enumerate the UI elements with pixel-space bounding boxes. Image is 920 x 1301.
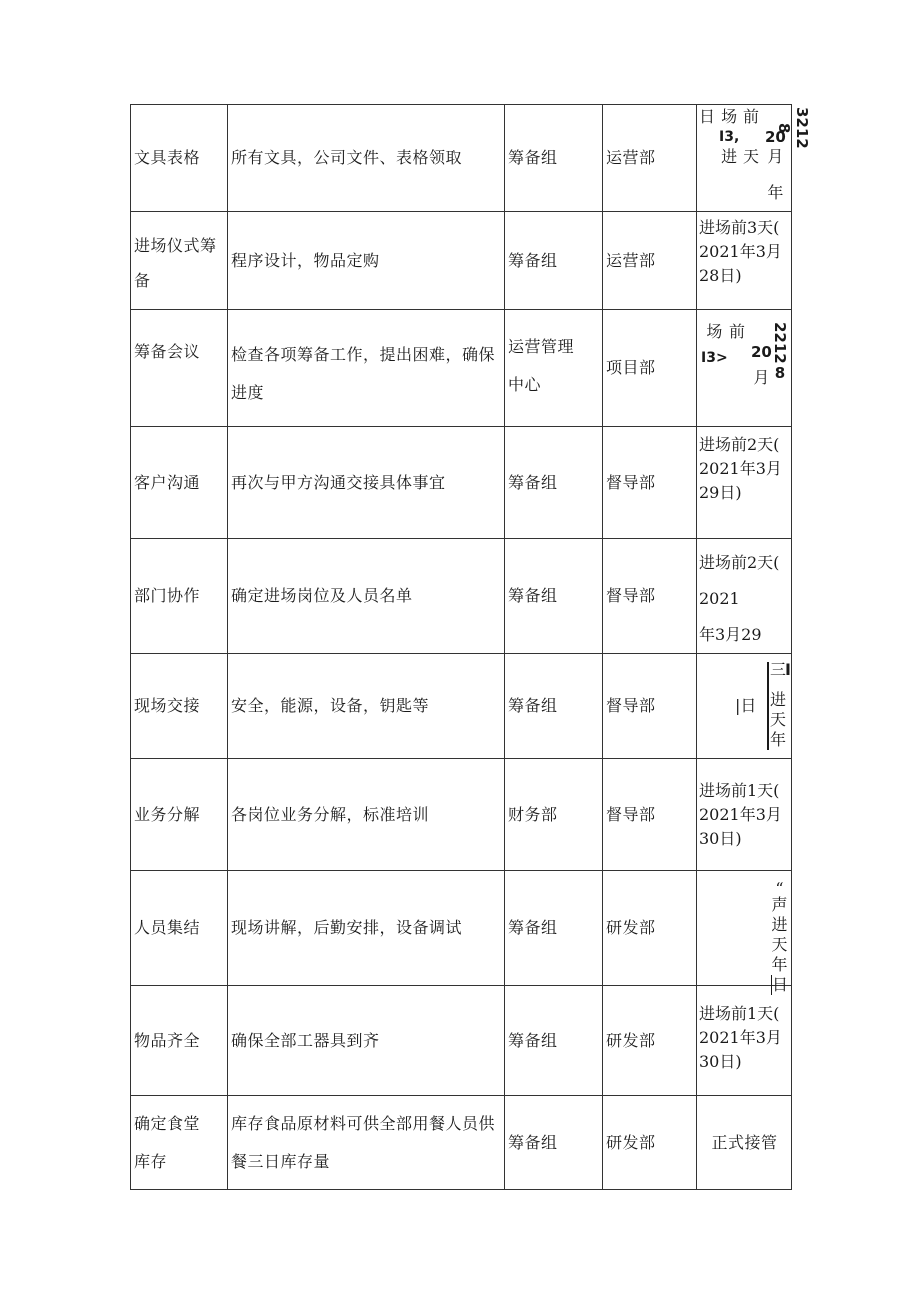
table-row (131, 871, 792, 986)
owner-cell: 运营管理 中心 (505, 310, 603, 427)
content-cell: 现场讲解，后勤安排，设备调试 (228, 871, 505, 986)
time-cell (697, 871, 792, 994)
content-cell: 确保全部工器具到齐 (228, 986, 505, 1096)
task-cell: 业务分解 (131, 759, 228, 871)
owner-cell: 财务部 (505, 759, 603, 871)
time-cell: 进场前2天( 2021年3月 29日) (697, 427, 792, 539)
content-cell: 确定进场岗位及人员名单 (228, 539, 505, 654)
table-row (131, 539, 792, 654)
content-cell: 程序设计，物品定购 (228, 212, 505, 310)
table-row (131, 105, 792, 212)
time-cell (697, 310, 792, 427)
owner-cell: 筹备组 (505, 871, 603, 986)
table-row (131, 986, 792, 1096)
table-row (131, 654, 792, 759)
dept-cell: 研发部 (603, 871, 697, 986)
table-row (131, 427, 792, 539)
dept-cell: 运营部 (603, 212, 697, 310)
dept-cell: 研发部 (603, 986, 697, 1096)
task-cell: 人员集结 (131, 871, 228, 986)
task-cell: 现场交接 (131, 654, 228, 759)
task-cell: 部门协作 (131, 539, 228, 654)
task-cell: 物品齐全 (131, 986, 228, 1096)
garbled-time-text: |日 三 进 天 年 I (735, 660, 791, 749)
content-cell: 检查各项筹备工作，提出困难，确保 进度 (228, 310, 505, 427)
dept-cell: 研发部 (603, 1096, 697, 1190)
owner-cell: 筹备组 (505, 986, 603, 1096)
dept-cell: 督导部 (603, 427, 697, 539)
dept-cell: 运营部 (603, 105, 697, 212)
time-cell: 进场前2天( 2021 年3月29 (697, 539, 792, 654)
time-cell (697, 654, 792, 759)
owner-cell: 筹备组 (505, 105, 603, 212)
time-cell: 进场前1天( 2021年3月 30日) (697, 759, 792, 871)
content-cell: 再次与甲方沟通交接具体事宜 (228, 427, 505, 539)
owner-cell: 筹备组 (505, 427, 603, 539)
owner-cell: 筹备组 (505, 1096, 603, 1190)
task-cell: 文具表格 (131, 105, 228, 212)
content-cell: 所有文具，公司文件、表格领取 (228, 105, 505, 212)
garbled-time-text: 场 I3> 前 20 月 2212 8 (701, 322, 789, 387)
owner-cell: 筹备组 (505, 539, 603, 654)
table-row (131, 310, 792, 427)
table-row (131, 759, 792, 871)
content-cell: 各岗位业务分解，标准培训 (228, 759, 505, 871)
dept-cell: 督导部 (603, 759, 697, 871)
task-cell: 筹备会议 (131, 310, 228, 427)
table-row (131, 212, 792, 310)
preparation-schedule-table (130, 104, 811, 1190)
task-cell: 进场仪式筹 备 (131, 212, 228, 310)
time-cell (697, 105, 811, 212)
task-cell: 确定食堂 库存 (131, 1096, 228, 1190)
content-cell: 库存食品原材料可供全部用餐人员供 餐三日库存量 (228, 1096, 505, 1190)
dept-cell: 项目部 (603, 310, 697, 427)
garbled-time-text: 日 场 I3, 进 前 天 20 月 年 3212 8 (699, 107, 811, 202)
owner-cell: 筹备组 (505, 212, 603, 310)
table-row (131, 1096, 792, 1190)
time-cell: 正式接管 (697, 1096, 792, 1190)
garbled-time-text: “ 声 进 天 年 日 (771, 879, 789, 994)
owner-cell: 筹备组 (505, 654, 603, 759)
dept-cell: 督导部 (603, 539, 697, 654)
dept-cell: 督导部 (603, 654, 697, 759)
content-cell: 安全，能源，设备，钥匙等 (228, 654, 505, 759)
task-cell: 客户沟通 (131, 427, 228, 539)
time-cell: 进场前3天( 2021年3月 28日) (697, 212, 792, 310)
time-cell: 进场前1天( 2021年3月 30日) (697, 986, 792, 1096)
